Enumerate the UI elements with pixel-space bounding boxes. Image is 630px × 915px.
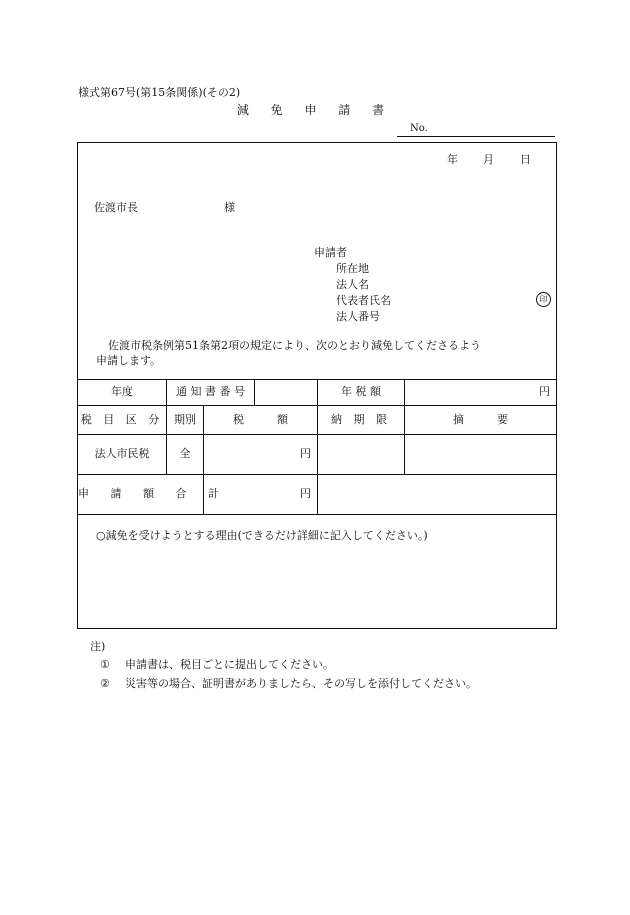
applicant-label: 申請者: [314, 246, 347, 259]
period-header: 期別: [174, 413, 196, 426]
note-2-text: 災害等の場合、証明書がありましたら、その写しを添付してください。: [125, 677, 477, 690]
number-label: No.: [410, 123, 428, 134]
addressee-honorific: 様: [224, 201, 235, 214]
year-label: 年度: [111, 385, 133, 398]
application-form: [77, 142, 557, 629]
seal-mark: 印: [536, 292, 551, 307]
note-2-number: ②: [100, 677, 110, 690]
declaration-line-2: 申請します。: [96, 354, 162, 367]
declaration-line-1: 佐渡市税条例第51条第2項の規定により、次のとおり減免してくださるよう: [108, 339, 481, 352]
form-number: 様式第67号(第15条関係)(その2): [78, 86, 241, 99]
due-date-header: 納 期 限: [331, 413, 391, 426]
corporate-tax-label: 法人市民税: [94, 447, 150, 460]
applicant-address-label: 所在地: [336, 262, 369, 275]
applicant-corp-name-label: 法人名: [336, 278, 369, 291]
notice-number-field[interactable]: [255, 385, 317, 399]
date-year-label: 年: [447, 153, 458, 166]
notes-heading: 注): [90, 640, 106, 653]
annual-tax-yen: 円: [539, 385, 550, 398]
total-yen: 円: [300, 487, 311, 500]
table-col-line-4: [317, 379, 318, 514]
addressee-name: 佐渡市長: [94, 201, 138, 214]
tax-category-header: 税 目 区 分: [80, 413, 164, 426]
document-title: 減 免 申 請 書: [236, 103, 394, 117]
date-month-label: 月: [483, 153, 494, 166]
reason-prompt: ○減免を受けようとする理由(できるだけ詳細に記入してください。): [96, 529, 428, 542]
remarks-header: 摘 要: [453, 413, 508, 426]
date-day-label: 日: [520, 153, 531, 166]
table-rule-5: [78, 514, 556, 515]
applicant-representative-label: 代表者氏名: [336, 294, 391, 307]
note-1-text: 申請書は、税目ごとに提出してください。: [125, 658, 334, 671]
applicant-corp-number-label: 法人番号: [336, 310, 380, 323]
total-label: 申 請 額 合 計: [78, 487, 228, 500]
tax-amount-header: 税 額: [233, 413, 288, 426]
note-1-number: ①: [100, 658, 110, 671]
annual-tax-label: 年 税 額: [341, 385, 381, 398]
tax-amount-yen: 円: [300, 447, 311, 460]
notice-number-label: 通 知 書 番 号: [176, 385, 245, 398]
period-full: 全: [179, 447, 191, 460]
